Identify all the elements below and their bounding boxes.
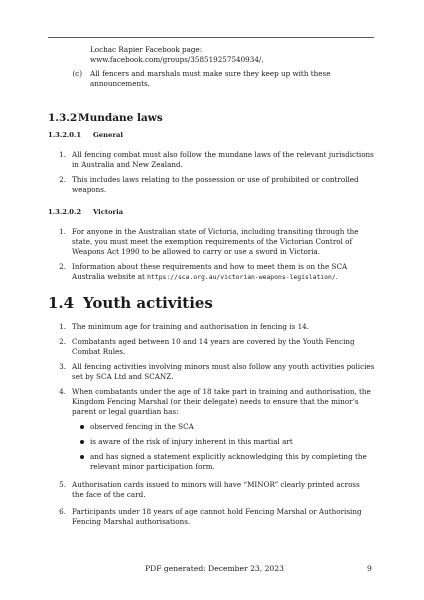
list-item: This includes laws relating to the possession or use of prohibited or controlled weapons. (72, 175, 359, 194)
list-item-label: 5. (59, 480, 66, 489)
list-item: For anyone in the Australian state of Victoria, including transiting through the state, you must meet the exemption requirements of the Victorian Control of Weapons Act 1990 to be allowed to carry or use a sword in Victoria. (72, 227, 359, 256)
list-item-label: 1. (59, 227, 66, 236)
list-item-label: 6. (59, 507, 66, 516)
list-item-label: 2. (59, 175, 66, 184)
bullet-marker (80, 455, 84, 459)
bullet-item: observed fencing in the SCA (90, 422, 194, 431)
subsection-heading-general: 1.3.2.0.1 General (48, 131, 123, 139)
list-item-label: 4. (59, 387, 66, 396)
list-item-label: 3. (59, 362, 66, 371)
list-item-label: 1. (59, 322, 66, 331)
list-item: All fencing activities involving minors must also follow any youth activities policies set by SCA Ltd and SCANZ. (72, 362, 375, 381)
victorian-legislation-link[interactable]: https://sca.org.au/victorian-weapons-legislation/ (147, 273, 336, 281)
section-heading-mundane-laws: 1.3.2Mundane laws (48, 112, 163, 124)
subsection-heading-victoria: 1.3.2.0.2 Victoria (48, 208, 124, 216)
list-item-label: 2. (59, 262, 66, 271)
list-item-label: 1. (59, 150, 66, 159)
bullet-marker (80, 440, 84, 444)
bullet-marker (80, 425, 84, 429)
list-item-label: 2. (59, 337, 66, 346)
list-item: Information about these requirements and how to meet them is on the SCA Australia website at https://sca.org.au/victorian-weapons-legislation/. (72, 262, 348, 281)
section-heading-youth-activities: 1.4 Youth activities (48, 294, 213, 312)
list-item-label: (c) (72, 69, 82, 78)
bullet-item: is aware of the risk of injury inherent in this martial art (90, 437, 293, 446)
list-item-continuation: Lochac Rapier Facebook page: www.facebook.com/groups/358519257540934/. (90, 45, 264, 64)
footer-generated-date: PDF generated: December 23, 2023 (145, 564, 284, 573)
list-item: Authorisation cards issued to minors will have “MINOR” clearly printed across the face of the card. (72, 480, 360, 499)
list-item: All fencing combat must also follow the mundane laws of the relevant jurisdictions in Australia and New Zealand. (72, 150, 374, 169)
page-number: 9 (367, 564, 372, 573)
list-item: Combatants aged between 10 and 14 years are covered by the Youth Fencing Combat Rules. (72, 337, 355, 356)
list-item: The minimum age for training and authorisation in fencing is 14. (72, 322, 310, 331)
list-item: Participants under 18 years of age cannot hold Fencing Marshal or Authorising Fencing Marshal authorisations. (72, 507, 362, 526)
list-item: When combatants under the age of 18 take part in training and authorisation, the Kingdom Fencing Marshal (or their delegate) needs to ensure that the minor’s parent or legal guardian has: (72, 387, 371, 416)
list-item-c: All fencers and marshals must make sure they keep up with these announcements. (90, 69, 331, 88)
header-rule (48, 37, 374, 38)
bullet-item: and has signed a statement explicitly acknowledging this by completing the relevant minor participation form. (90, 452, 367, 471)
